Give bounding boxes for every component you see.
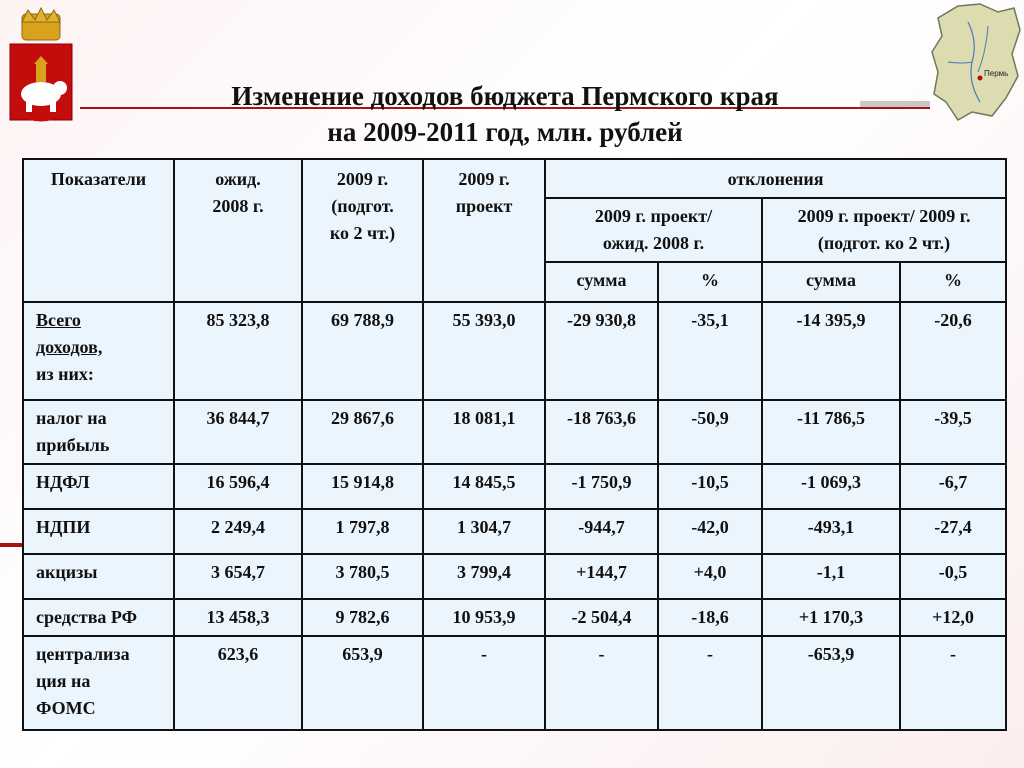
header-indicators: Показатели <box>23 159 174 302</box>
table-cell: +12,0 <box>900 599 1006 636</box>
table-cell: -20,6 <box>900 302 1006 400</box>
row-label: акцизы <box>23 554 174 599</box>
table-row-total <box>23 302 1006 400</box>
table-cell: 16 596,4 <box>174 464 302 509</box>
table-cell: +144,7 <box>545 554 658 599</box>
table-cell: -1 750,9 <box>545 464 658 509</box>
page-title <box>80 78 930 150</box>
table-cell: -39,5 <box>900 400 1006 464</box>
title-line-1: Изменение доходов бюджета Пермского края <box>231 81 779 111</box>
table-cell: 85 323,8 <box>174 302 302 400</box>
table-cell: -14 395,9 <box>762 302 900 400</box>
table-cell: - <box>900 636 1006 730</box>
table-cell: - <box>658 636 762 730</box>
header-project-2009: 2009 г. проект <box>423 159 545 302</box>
table-cell: -11 786,5 <box>762 400 900 464</box>
row-label: НДФЛ <box>23 464 174 509</box>
table-cell: 1 797,8 <box>302 509 423 554</box>
row-label: НДПИ <box>23 509 174 554</box>
header-sum-1: сумма <box>545 262 658 302</box>
table-row <box>23 554 1006 599</box>
table-cell: 3 799,4 <box>423 554 545 599</box>
table-cell: 36 844,7 <box>174 400 302 464</box>
table-cell: 18 081,1 <box>423 400 545 464</box>
table-row <box>23 400 1006 464</box>
header-sum-2: сумма <box>762 262 900 302</box>
table-cell: 3 780,5 <box>302 554 423 599</box>
table-cell: -18 763,6 <box>545 400 658 464</box>
table-row <box>23 636 1006 730</box>
table-cell: 653,9 <box>302 636 423 730</box>
table-cell: - <box>423 636 545 730</box>
table-cell: 13 458,3 <box>174 599 302 636</box>
row-label: централиза ция на ФОМС <box>23 636 174 730</box>
header-deviation-project-vs-prepared: 2009 г. проект/ 2009 г. (подгот. ко 2 чт.) <box>762 198 1006 262</box>
table-row <box>23 464 1006 509</box>
header-pct-2: % <box>900 262 1006 302</box>
table-cell: -50,9 <box>658 400 762 464</box>
table-cell: 623,6 <box>174 636 302 730</box>
budget-table <box>22 158 1007 731</box>
table-cell: -1 069,3 <box>762 464 900 509</box>
header-expected-2008: ожид. 2008 г. <box>174 159 302 302</box>
header-pct-1: % <box>658 262 762 302</box>
table-cell: 9 782,6 <box>302 599 423 636</box>
header-deviation-project-vs-expected: 2009 г. проект/ ожид. 2008 г. <box>545 198 762 262</box>
table-cell: 14 845,5 <box>423 464 545 509</box>
table-cell: -6,7 <box>900 464 1006 509</box>
table-cell: 10 953,9 <box>423 599 545 636</box>
table-row <box>23 509 1006 554</box>
table-cell: -493,1 <box>762 509 900 554</box>
table-cell: -2 504,4 <box>545 599 658 636</box>
table-row <box>23 599 1006 636</box>
table-cell: -42,0 <box>658 509 762 554</box>
table-cell: -29 930,8 <box>545 302 658 400</box>
row-label: средства РФ <box>23 599 174 636</box>
table-cell: -1,1 <box>762 554 900 599</box>
table-cell: 69 788,9 <box>302 302 423 400</box>
region-map-icon <box>928 2 1022 122</box>
row-label: налог на прибыль <box>23 400 174 464</box>
map-city-label: Пермь <box>984 69 1009 78</box>
table-cell: - <box>545 636 658 730</box>
table-cell: 1 304,7 <box>423 509 545 554</box>
table-cell: -27,4 <box>900 509 1006 554</box>
table-cell: 15 914,8 <box>302 464 423 509</box>
table-cell: 3 654,7 <box>174 554 302 599</box>
row-label-total: Всего доходов, из них: <box>23 302 174 400</box>
table-cell: 55 393,0 <box>423 302 545 400</box>
coat-of-arms-icon <box>6 4 76 122</box>
table-cell: -35,1 <box>658 302 762 400</box>
table-cell: -0,5 <box>900 554 1006 599</box>
table-cell: -10,5 <box>658 464 762 509</box>
header-deviations: отклонения <box>545 159 1006 198</box>
table-cell: +1 170,3 <box>762 599 900 636</box>
table-cell: -18,6 <box>658 599 762 636</box>
table-cell: -944,7 <box>545 509 658 554</box>
table-cell: -653,9 <box>762 636 900 730</box>
table-cell: +4,0 <box>658 554 762 599</box>
title-line-2: на 2009-2011 год, млн. рублей <box>327 117 683 147</box>
header-prepared-2009: 2009 г. (подгот. ко 2 чт.) <box>302 159 423 302</box>
table-cell: 29 867,6 <box>302 400 423 464</box>
left-accent-line <box>0 543 22 547</box>
table-cell: 2 249,4 <box>174 509 302 554</box>
